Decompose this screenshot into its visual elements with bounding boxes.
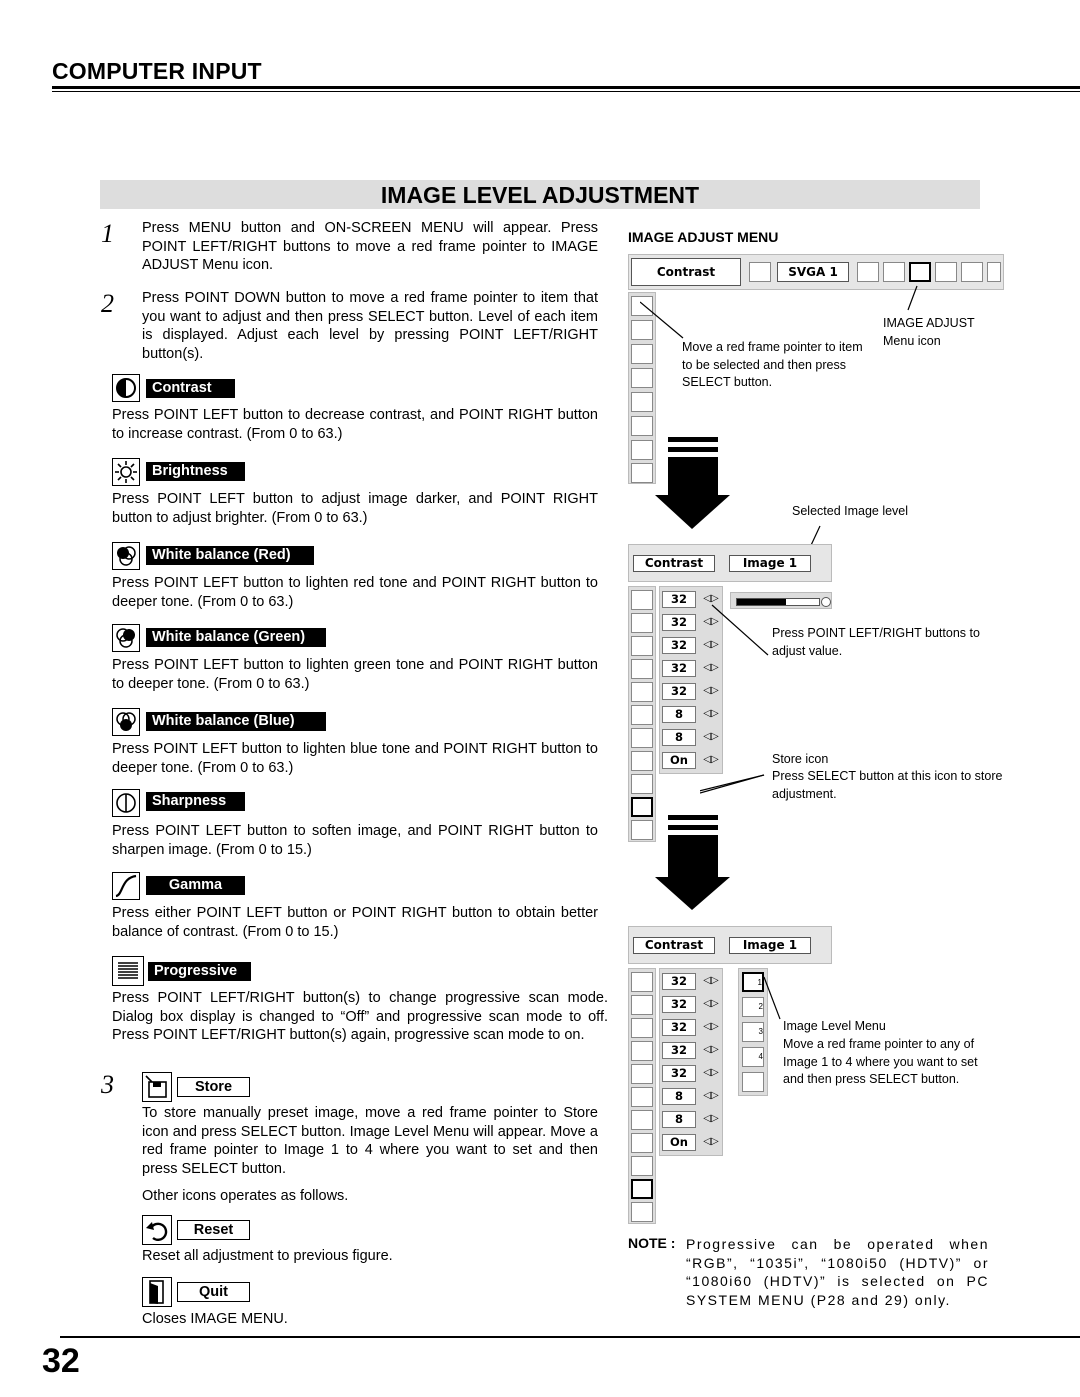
left-right-arrows-icon: ◁▷: [703, 1136, 719, 1147]
store-icon-callout-title: Store icon: [772, 752, 829, 766]
quit-icon: [631, 1202, 653, 1222]
white-balance-green-value: 32: [662, 660, 696, 677]
left-right-arrows-icon: ◁▷: [703, 662, 719, 673]
reset-icon: [631, 774, 653, 794]
image-level-callout-title: Image Level Menu: [783, 1019, 886, 1033]
gamma-text: Press either POINT LEFT button or POINT RIGHT button to obtain better balance of contrast. (From 0 to 15.): [112, 905, 598, 940]
left-right-arrows-icon: ◁▷: [703, 685, 719, 696]
white-balance-blue-icon: [112, 708, 140, 736]
white-balance-red-icon: [631, 1018, 653, 1038]
white-balance-blue-icon: [631, 682, 653, 702]
reset-icon: [142, 1215, 172, 1245]
left-right-arrows-icon: ◁▷: [703, 1090, 719, 1101]
selected-level-callout: Selected Image level: [792, 504, 909, 518]
image-level-callout: Move a red frame pointer to any of Image 1 to 4 where you want to set and then press SELECT button.: [783, 1037, 978, 1086]
brightness-icon: [631, 613, 653, 633]
sharpness-label: Sharpness: [146, 792, 245, 811]
contrast-icon: [631, 972, 653, 992]
contrast-menu-tab: Contrast: [631, 258, 741, 286]
progressive-value: On: [662, 1134, 696, 1151]
contrast-label: Contrast: [146, 379, 235, 398]
white-balance-blue-icon: [631, 1064, 653, 1084]
reset-text: Reset all adjustment to previous figure.: [142, 1248, 393, 1264]
white-balance-green-value: 32: [662, 1042, 696, 1059]
gamma-label: Gamma: [146, 876, 245, 895]
white-balance-red-value: 32: [662, 1019, 696, 1036]
page-title: IMAGE LEVEL ADJUSTMENT: [100, 180, 980, 209]
gamma-icon: [631, 440, 653, 460]
progressive-value: On: [662, 752, 696, 769]
white-balance-green-text: Press POINT LEFT button to lighten green tone and POINT RIGHT button to deeper tone. (From 0 to 63.): [112, 657, 598, 692]
progressive-icon: [631, 1133, 653, 1153]
image-level-3-icon: 3: [742, 1022, 764, 1042]
contrast-text: Press POINT LEFT button to decrease contrast, and POINT RIGHT button to increase contrast. (From 0 to 63.): [112, 407, 598, 442]
white-balance-red-label: White balance (Red): [146, 546, 314, 565]
left-right-arrows-icon: ◁▷: [703, 593, 719, 604]
quit-text: Closes IMAGE MENU.: [142, 1311, 288, 1327]
step-1-text: Press MENU button and ON-SCREEN MENU will appear. Press POINT LEFT/RIGHT buttons to move a red frame pointer to IMAGE ADJUST Menu icon.: [142, 220, 598, 273]
store-label: Store: [177, 1077, 250, 1097]
white-balance-green-icon: [631, 1041, 653, 1061]
step-2-text: Press POINT DOWN button to move a red frame pointer to item that you want to adjust and then press SELECT button. Level of each item is displayed. Adjust each level by pressing POINT LEFT/RIGHT button(s).: [142, 290, 598, 362]
image-select-icon: [935, 262, 957, 282]
gamma-value: 8: [662, 729, 696, 746]
image-adjust-menu-title: IMAGE ADJUST MENU: [628, 229, 779, 245]
store-icon: [631, 797, 653, 817]
sharpness-icon: [631, 1087, 653, 1107]
left-right-arrows-icon: ◁▷: [703, 639, 719, 650]
contrast-value: 32: [662, 973, 696, 990]
adjust-menu-bar-3: [628, 926, 832, 964]
step-number-2: 2: [101, 289, 114, 318]
white-balance-red-value: 32: [662, 637, 696, 654]
left-right-arrows-icon: ◁▷: [703, 1044, 719, 1055]
brightness-value: 32: [662, 996, 696, 1013]
white-balance-blue-value: 32: [662, 1065, 696, 1082]
sharpness-text: Press POINT LEFT button to soften image, and POINT RIGHT button to sharpen image. (From 0 to 15.): [112, 823, 598, 858]
contrast-icon: [631, 590, 653, 610]
left-right-arrows-icon: ◁▷: [703, 1067, 719, 1078]
screen-icon: [857, 262, 879, 282]
progressive-icon: [112, 956, 144, 986]
quit-icon: [742, 1072, 764, 1092]
sharpness-value: 8: [662, 1088, 696, 1105]
left-right-arrows-icon: ◁▷: [703, 998, 719, 1009]
step-number-3: 3: [101, 1070, 114, 1099]
other-icons-text: Other icons operates as follows.: [142, 1188, 349, 1204]
image-level-1-icon: 1: [742, 972, 764, 992]
note-text: Progressive can be operated when “RGB”, “1035i”, “1080i50 (HDTV)” or “1080i60 (HDTV)” is selected on PC SYSTEM MENU (P28 and 29) only.: [686, 1236, 989, 1308]
white-balance-green-icon: [112, 624, 140, 652]
image-level-tab: Image 1: [729, 937, 811, 954]
pc-adjust-icon: [883, 262, 905, 282]
left-right-arrows-icon: ◁▷: [703, 1021, 719, 1032]
page-number: 32: [42, 1342, 80, 1380]
system-mode-tab: SVGA 1: [777, 262, 849, 282]
white-balance-green-icon: [631, 368, 653, 388]
adjust-icon-column-3: [628, 968, 656, 1224]
brightness-label: Brightness: [146, 462, 245, 481]
white-balance-green-icon: [631, 659, 653, 679]
white-balance-red-icon: [631, 636, 653, 656]
store-icon: [142, 1072, 172, 1102]
image-adjust-icon: [909, 262, 931, 282]
gamma-icon: [112, 872, 140, 900]
adjust-icon-column-2: [628, 586, 656, 842]
adjust-menu-bar: [628, 544, 832, 582]
header-rule-thin: [52, 91, 1080, 92]
store-icon: [631, 1179, 653, 1199]
down-arrow-icon: [655, 815, 730, 910]
pointer-callout: Move a red frame pointer to item to be selected and then press SELECT button.: [682, 340, 863, 389]
brightness-text: Press POINT LEFT button to adjust image darker, and POINT RIGHT button to adjust brighter. (From 0 to 63.): [112, 491, 598, 526]
gamma-icon: [631, 1110, 653, 1130]
contrast-menu-tab: Contrast: [633, 937, 715, 954]
reset-label: Reset: [177, 1220, 250, 1240]
sharpness-icon: [112, 789, 140, 817]
step-number-1: 1: [101, 219, 114, 248]
store-text: To store manually preset image, move a red frame pointer to Store icon and press SELECT button. Image Level Menu will appear. Move a red frame pointer to Image 1 to 4 where you want to set and then press SELECT button.: [142, 1105, 598, 1177]
image-level-2-icon: 2: [742, 997, 764, 1017]
input-icon: [749, 262, 771, 282]
progressive-label: Progressive: [148, 962, 251, 981]
progressive-icon: [631, 463, 653, 483]
setting-icon: [987, 262, 1001, 282]
white-balance-red-text: Press POINT LEFT button to lighten red tone and POINT RIGHT button to deeper tone. (From 0 to 63.): [112, 575, 598, 610]
left-right-arrows-icon: ◁▷: [703, 975, 719, 986]
image-level-4-icon: 4: [742, 1047, 764, 1067]
left-right-arrows-icon: ◁▷: [703, 1113, 719, 1124]
image-adjust-callout: IMAGE ADJUST Menu icon: [883, 316, 975, 348]
progressive-text: Press POINT LEFT/RIGHT button(s) to change progressive scan mode. Dialog box display is changed to “Off” and progressive scan mode to off. Press POINT LEFT/RIGHT button(s) again, progressive scan mode to on.: [112, 990, 608, 1043]
store-icon-callout: Press SELECT button at this icon to store adjustment.: [772, 769, 1003, 801]
white-balance-blue-icon: [631, 392, 653, 412]
footer-rule: [60, 1336, 1080, 1338]
sharpness-icon: [631, 416, 653, 436]
sound-icon: [961, 262, 983, 282]
brightness-icon: [631, 995, 653, 1015]
reset-icon: [631, 1156, 653, 1176]
sharpness-icon: [631, 705, 653, 725]
white-balance-blue-value: 32: [662, 683, 696, 700]
progressive-icon: [631, 751, 653, 771]
left-right-arrows-icon: ◁▷: [703, 754, 719, 765]
sharpness-value: 8: [662, 706, 696, 723]
header-rule: [52, 86, 1080, 89]
contrast-menu-tab: Contrast: [633, 555, 715, 572]
note-label: NOTE :: [628, 1235, 676, 1251]
section-title: COMPUTER INPUT: [52, 58, 262, 84]
gamma-value: 8: [662, 1111, 696, 1128]
down-arrow-icon: [655, 437, 730, 529]
gamma-icon: [631, 728, 653, 748]
white-balance-blue-text: Press POINT LEFT button to lighten blue tone and POINT RIGHT button to deeper tone. (From 0 to 63.): [112, 741, 598, 776]
white-balance-red-icon: [112, 542, 140, 570]
image-level-tab: Image 1: [729, 555, 811, 572]
quit-icon: [142, 1277, 172, 1307]
contrast-value: 32: [662, 591, 696, 608]
quit-icon: [631, 820, 653, 840]
brightness-icon: [112, 458, 140, 486]
left-right-arrows-icon: ◁▷: [703, 616, 719, 627]
quit-label: Quit: [177, 1282, 250, 1302]
left-right-callout: Press POINT LEFT/RIGHT buttons to adjust value.: [772, 626, 980, 658]
contrast-icon: [112, 374, 140, 402]
white-balance-blue-label: White balance (Blue): [146, 712, 326, 731]
left-right-arrows-icon: ◁▷: [703, 731, 719, 742]
left-right-arrows-icon: ◁▷: [703, 708, 719, 719]
value-column-3: [659, 968, 723, 1156]
brightness-value: 32: [662, 614, 696, 631]
white-balance-green-label: White balance (Green): [146, 628, 326, 647]
